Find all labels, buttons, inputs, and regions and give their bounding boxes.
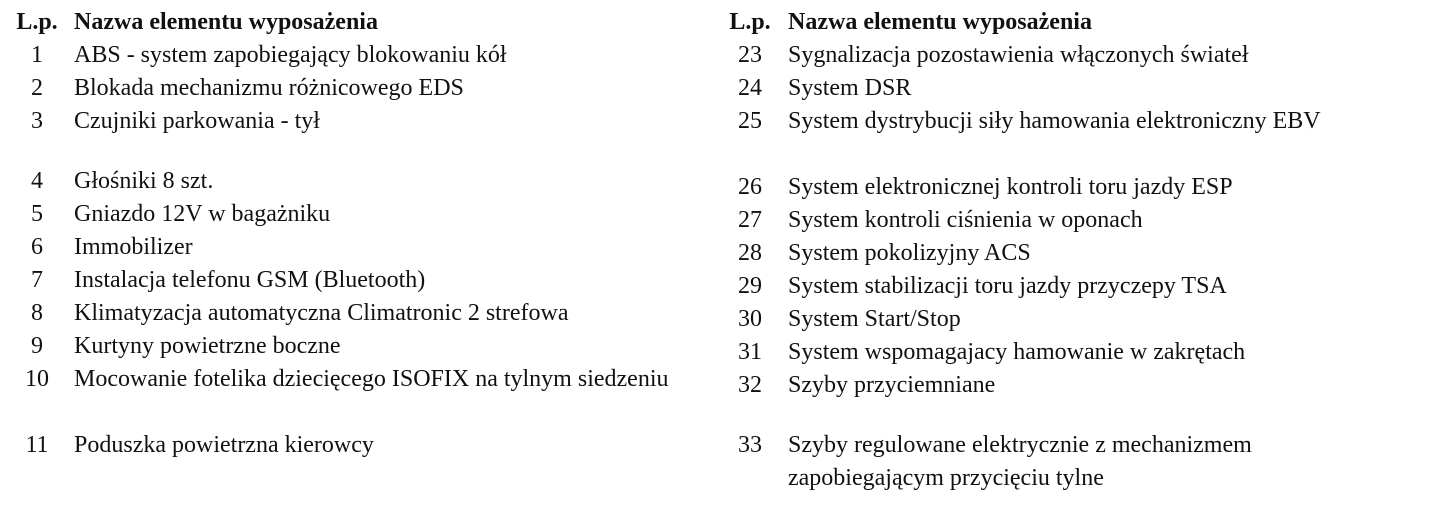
table-row [712,303,1440,336]
lp-header: L.p. [729,9,771,35]
row-number: 5 [31,201,43,227]
table-row [712,105,1440,171]
row-name: ABS - system zapobiegający blokowaniu kół [74,42,507,68]
row-name: Poduszka powietrzna kierowcy [74,432,374,458]
row-name: Szyby przyciemniane [788,372,996,398]
row-number: 27 [738,207,762,233]
row-name: Sygnalizacja pozostawienia włączonych świateł [788,42,1249,68]
row-number: 4 [31,168,43,194]
row-number: 28 [738,240,762,266]
row-number: 26 [738,174,762,200]
row-name: Kurtyny powietrzne boczne [74,333,341,359]
row-name: Czujniki parkowania - tył [74,108,320,134]
row-name: Głośniki 8 szt. [74,168,214,194]
table-row [712,237,1440,270]
table-row [0,105,700,165]
table-row [0,165,700,198]
row-number: 2 [31,75,43,101]
row-number: 25 [738,108,762,134]
row-name: System pokolizyjny ACS [788,240,1031,266]
row-number: 6 [31,234,43,260]
row-number: 23 [738,42,762,68]
row-name: Blokada mechanizmu różnicowego EDS [74,75,464,101]
table-row [0,39,700,72]
table-row [0,363,700,429]
row-number: 9 [31,333,43,359]
row-name: Instalacja telefonu GSM (Bluetooth) [74,267,426,293]
row-name: Mocowanie fotelika dziecięcego ISOFIX na tylnym siedzeniu [74,366,669,392]
table-row [712,270,1440,303]
row-number: 29 [738,273,762,299]
row-number: 24 [738,75,762,101]
row-name: Immobilizer [74,234,193,260]
row-number: 8 [31,300,43,326]
row-name: System dystrybucji siły hamowania elektroniczny EBV [788,108,1321,134]
table-row [712,369,1440,429]
row-name: System stabilizacji toru jazdy przyczepy TSA [788,273,1227,299]
table-row [0,429,700,462]
right-column [712,0,1440,495]
row-number: 31 [738,339,762,365]
name-header: Nazwa elementu wyposażenia [74,9,378,35]
row-name: System Start/Stop [788,306,961,332]
table-row [712,336,1440,369]
header-row [0,6,700,39]
row-number: 30 [738,306,762,332]
row-number: 11 [25,432,49,458]
row-name: Gniazdo 12V w bagażniku [74,201,331,227]
table-row [0,198,700,231]
lp-header: L.p. [16,9,58,35]
table-row [712,204,1440,237]
row-name: System elektronicznej kontroli toru jazdy ESP [788,174,1233,200]
table-row [712,171,1440,204]
row-name: System wspomagajacy hamowanie w zakrętach [788,339,1246,365]
table-row [0,330,700,363]
row-number: 33 [738,432,762,458]
header-row [712,6,1440,39]
row-number: 10 [25,366,49,392]
table-row [712,429,1440,495]
row-name: Klimatyzacja automatyczna Climatronic 2 strefowa [74,300,569,326]
row-number: 1 [31,42,43,68]
table-row [0,264,700,297]
left-column [0,0,700,462]
row-name: Szyby regulowane elektrycznie z mechanizmem zapobiegającym przycięciu tylne [788,432,1252,491]
table-row [0,72,700,105]
name-header: Nazwa elementu wyposażenia [788,9,1092,35]
row-name: System kontroli ciśnienia w oponach [788,207,1143,233]
table-row [0,297,700,330]
table-row [712,72,1440,105]
row-name: System DSR [788,75,912,101]
table-row [712,39,1440,72]
table-row [0,231,700,264]
row-number: 3 [31,108,43,134]
row-number: 32 [738,372,762,398]
row-number: 7 [31,267,43,293]
